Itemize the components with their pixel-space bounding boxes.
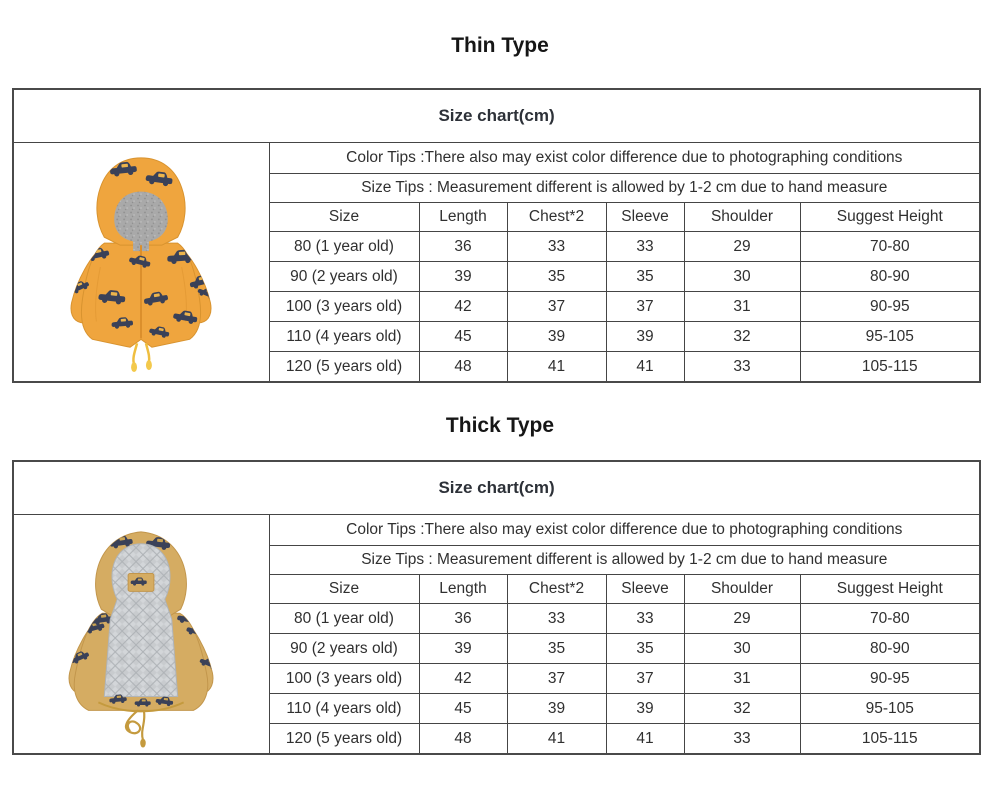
cell-size: 100 (3 years old) <box>269 292 419 322</box>
cell-chest: 35 <box>507 634 606 664</box>
cell-height: 80-90 <box>800 634 980 664</box>
cell-size: 80 (1 year old) <box>269 232 419 262</box>
cell-shoulder: 33 <box>684 724 800 755</box>
cell-sleeve: 41 <box>606 724 684 755</box>
cell-sleeve: 41 <box>606 352 684 383</box>
color-tips: Color Tips :There also may exist color difference due to photographing conditions <box>269 515 980 546</box>
col-header-length: Length <box>419 575 507 604</box>
cell-size: 120 (5 years old) <box>269 724 419 755</box>
col-header-chest: Chest*2 <box>507 575 606 604</box>
col-header-length: Length <box>419 203 507 232</box>
cell-length: 39 <box>419 262 507 292</box>
cell-chest: 37 <box>507 664 606 694</box>
cell-sleeve: 35 <box>606 634 684 664</box>
cell-length: 45 <box>419 694 507 724</box>
cell-sleeve: 33 <box>606 604 684 634</box>
cell-shoulder: 32 <box>684 694 800 724</box>
cell-length: 45 <box>419 322 507 352</box>
cell-shoulder: 30 <box>684 262 800 292</box>
cell-height: 70-80 <box>800 604 980 634</box>
cell-height: 95-105 <box>800 694 980 724</box>
chart-title: Size chart(cm) <box>13 89 980 143</box>
cell-sleeve: 39 <box>606 694 684 724</box>
cell-shoulder: 29 <box>684 232 800 262</box>
cell-size: 90 (2 years old) <box>269 634 419 664</box>
cell-length: 42 <box>419 664 507 694</box>
cell-length: 36 <box>419 604 507 634</box>
cell-chest: 33 <box>507 604 606 634</box>
cell-height: 105-115 <box>800 352 980 383</box>
col-header-height: Suggest Height <box>800 575 980 604</box>
col-header-shoulder: Shoulder <box>684 203 800 232</box>
drawstring-tassels <box>131 343 152 372</box>
color-tips: Color Tips :There also may exist color difference due to photographing conditions <box>269 143 980 174</box>
col-header-sleeve: Sleeve <box>606 203 684 232</box>
cell-shoulder: 31 <box>684 292 800 322</box>
cell-length: 48 <box>419 724 507 755</box>
thick-jacket-photo <box>13 515 269 755</box>
cell-height: 90-95 <box>800 292 980 322</box>
table-row <box>13 143 980 174</box>
cell-shoulder: 29 <box>684 604 800 634</box>
cell-size: 120 (5 years old) <box>269 352 419 383</box>
col-header-chest: Chest*2 <box>507 203 606 232</box>
col-header-sleeve: Sleeve <box>606 575 684 604</box>
cell-size: 110 (4 years old) <box>269 694 419 724</box>
quilted-lining <box>105 544 178 697</box>
size-tips: Size Tips : Measurement different is allowed by 1-2 cm due to hand measure <box>269 546 980 575</box>
cell-chest: 33 <box>507 232 606 262</box>
table-row <box>13 515 980 546</box>
col-header-size: Size <box>269 575 419 604</box>
chart-title-row <box>13 89 980 143</box>
size-chart-table-thin <box>12 88 981 383</box>
cell-height: 80-90 <box>800 262 980 292</box>
section-title-thick: Thick Type <box>445 414 555 437</box>
cell-shoulder: 32 <box>684 322 800 352</box>
thick-jacket-image <box>38 520 244 750</box>
cell-height: 70-80 <box>800 232 980 262</box>
cell-height: 90-95 <box>800 664 980 694</box>
size-chart-table-thick <box>12 460 981 755</box>
cell-size: 90 (2 years old) <box>269 262 419 292</box>
cell-sleeve: 37 <box>606 664 684 694</box>
cell-length: 36 <box>419 232 507 262</box>
cell-size: 80 (1 year old) <box>269 604 419 634</box>
cell-shoulder: 33 <box>684 352 800 383</box>
cell-size: 110 (4 years old) <box>269 322 419 352</box>
thin-jacket-photo <box>13 143 269 383</box>
hood-lining <box>114 192 168 243</box>
cell-chest: 39 <box>507 322 606 352</box>
cell-shoulder: 30 <box>684 634 800 664</box>
section-title-thin: Thin Type <box>451 34 549 57</box>
cell-chest: 39 <box>507 694 606 724</box>
col-header-shoulder: Shoulder <box>684 575 800 604</box>
cell-length: 42 <box>419 292 507 322</box>
cell-chest: 37 <box>507 292 606 322</box>
cell-length: 39 <box>419 634 507 664</box>
thin-jacket-image <box>38 148 244 378</box>
chart-title-row <box>13 461 980 515</box>
col-header-size: Size <box>269 203 419 232</box>
cell-height: 105-115 <box>800 724 980 755</box>
chart-title: Size chart(cm) <box>13 461 980 515</box>
cell-height: 95-105 <box>800 322 980 352</box>
size-tips: Size Tips : Measurement different is allowed by 1-2 cm due to hand measure <box>269 174 980 203</box>
cell-shoulder: 31 <box>684 664 800 694</box>
col-header-height: Suggest Height <box>800 203 980 232</box>
cell-sleeve: 33 <box>606 232 684 262</box>
cell-chest: 35 <box>507 262 606 292</box>
cell-chest: 41 <box>507 352 606 383</box>
cell-sleeve: 35 <box>606 262 684 292</box>
cell-size: 100 (3 years old) <box>269 664 419 694</box>
cell-sleeve: 39 <box>606 322 684 352</box>
cell-sleeve: 37 <box>606 292 684 322</box>
cell-length: 48 <box>419 352 507 383</box>
cell-chest: 41 <box>507 724 606 755</box>
